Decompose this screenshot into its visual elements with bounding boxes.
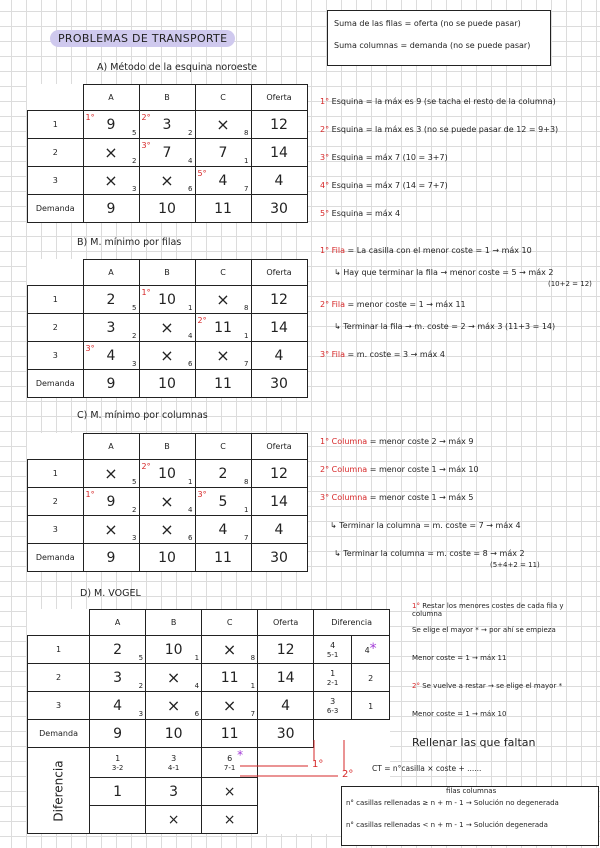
nw-notes: [320, 88, 558, 228]
col-diff: 3 4-1: [146, 748, 202, 778]
note: 5° Esquina = máx 4: [320, 209, 401, 218]
arrow-mark-1: 1°: [312, 759, 324, 770]
offer-cell: 12: [251, 286, 307, 314]
section-filas-title: B) M. mínimo por filas: [77, 237, 182, 248]
note: Menor coste = 1 → máx 10: [412, 710, 507, 718]
filas-table: [27, 259, 308, 398]
cell: 2 5: [83, 286, 139, 314]
columnas-notes: [320, 437, 540, 569]
col-header: Oferta: [251, 85, 307, 111]
demand-cell: 10: [146, 720, 202, 748]
cell: 7 1: [195, 139, 251, 167]
note: 3° Esquina = máx 7 (10 = 3+7): [320, 153, 448, 162]
offer-cell: 4: [251, 342, 307, 370]
col-header: B: [146, 610, 202, 636]
cell: × 6: [146, 692, 202, 720]
col-header: C: [195, 260, 251, 286]
row-header: 2: [28, 488, 84, 516]
vogel-arrows: [240, 740, 360, 790]
cell: × 6: [139, 516, 195, 544]
rules-box: [327, 10, 551, 66]
col-diff: 6 * 7-1: [202, 748, 258, 778]
degeneracy-box: [341, 786, 599, 846]
vogel-table: [27, 609, 390, 834]
row-diff: 2: [352, 664, 390, 692]
cell: 11 1: [202, 664, 258, 692]
ct-formula: CT = n°casilla × coste + ......: [372, 764, 482, 773]
col-header: B: [139, 434, 195, 460]
col-header: B: [139, 85, 195, 111]
section-nw-title: A) Método de la esquina noroeste: [97, 62, 258, 73]
note: 3° Columna = menor coste 1 → máx 5: [320, 493, 474, 502]
rule-columns: Suma columnas = demanda (no se puede pasar): [334, 41, 531, 50]
col-header: A: [90, 610, 146, 636]
note: ↳ Terminar la columna = m. coste = 7 → máx 4: [330, 521, 521, 530]
col-header: C: [195, 85, 251, 111]
demand-label: Demanda: [28, 370, 84, 398]
demand-cell: 11: [195, 195, 251, 223]
demand-cell: 10: [139, 370, 195, 398]
note: 2° Se vuelve a restar → se elige el mayor *: [412, 682, 563, 690]
note: 1° Esquina = la máx es 9 (se tacha el resto de la columna): [320, 97, 556, 106]
row-header: 1: [28, 636, 90, 664]
cell: 2 8: [195, 460, 251, 488]
section-columnas-title: C) M. mínimo por columnas: [77, 410, 208, 421]
col-diff: 1: [90, 778, 146, 806]
cell: 10 1: [146, 636, 202, 664]
col-header: A: [83, 434, 139, 460]
cell: 1° 10 1: [139, 286, 195, 314]
cell: × 7: [195, 342, 251, 370]
col-header: A: [83, 260, 139, 286]
demand-cell: 11: [202, 720, 258, 748]
cell: 4 7: [195, 516, 251, 544]
filas-notes: [320, 246, 592, 370]
offer-cell: 12: [251, 460, 307, 488]
note: ↳ Terminar la fila → m. coste = 2 → máx 3 (11+3 = 14): [334, 322, 556, 331]
col-header: C: [202, 610, 258, 636]
demand-total: 30: [251, 370, 307, 398]
demand-label: Demanda: [28, 720, 90, 748]
note: ↳ Terminar la columna = m. coste = 8 → máx 2: [334, 549, 525, 558]
note: ↳ Hay que terminar la fila → menor coste = 5 → máx 2: [334, 268, 554, 277]
rule-rows: Suma de las filas = oferta (no se puede pasar): [334, 19, 521, 28]
col-header: Oferta: [251, 260, 307, 286]
cell: × 4: [139, 488, 195, 516]
demand-cell: 9: [90, 720, 146, 748]
row-header: 3: [28, 516, 84, 544]
cell: × 6: [139, 342, 195, 370]
row-header: 3: [28, 167, 84, 195]
cell: × 3: [83, 167, 139, 195]
demand-cell: 10: [139, 544, 195, 572]
cell: 3° 7 4: [139, 139, 195, 167]
row-diff: 3 6-3: [314, 692, 352, 720]
cell: × 8: [195, 286, 251, 314]
row-diff: 4*: [352, 636, 390, 664]
row-header: 1: [28, 460, 84, 488]
cell: 1° 9 2: [83, 488, 139, 516]
row-header: 2: [28, 664, 90, 692]
offer-cell: 14: [251, 139, 307, 167]
row-header: 2: [28, 139, 84, 167]
cell: 3 2: [83, 314, 139, 342]
col-diff: [90, 806, 146, 834]
non-degenerate-rule: n° casillas rellenadas ≥ n + m - 1 → Solución no degenerada: [346, 799, 559, 807]
demand-label: Demanda: [28, 544, 84, 572]
offer-cell: 4: [251, 516, 307, 544]
cell: 4 3: [90, 692, 146, 720]
demand-cell: 11: [195, 544, 251, 572]
note: Rellenar las que faltan: [412, 736, 536, 749]
cell: 3 2: [90, 664, 146, 692]
offer-cell: 14: [251, 314, 307, 342]
offer-cell: 4: [258, 692, 314, 720]
col-header: Oferta: [258, 610, 314, 636]
col-diff: 3: [146, 778, 202, 806]
col-diff: ×: [202, 778, 258, 806]
note: 3° Fila = m. coste = 3 → máx 4: [320, 350, 445, 359]
row-diff: 1 2-1: [314, 664, 352, 692]
note: 1° Fila = La casilla con el menor coste = 1 → máx 10: [320, 246, 532, 255]
note: 1° Restar los menores costes de cada fila y columna: [412, 602, 564, 618]
offer-cell: 14: [251, 488, 307, 516]
cell: 1° 9 5: [83, 111, 139, 139]
note: Se elige el mayor * → por ahí se empieza: [412, 626, 556, 634]
cell: × 8: [195, 111, 251, 139]
cell: × 5: [83, 460, 139, 488]
row-header: 3: [28, 692, 90, 720]
demand-total: 30: [251, 195, 307, 223]
diff-header: Diferencia: [314, 610, 390, 636]
cell: × 4: [146, 664, 202, 692]
note: 2° Columna = menor coste 1 → máx 10: [320, 465, 479, 474]
row-header: 3: [28, 342, 84, 370]
nw-table: [27, 84, 308, 223]
sup-label: filas columnas: [446, 787, 497, 795]
cell: 2° 11 1: [195, 314, 251, 342]
cell: 2° 10 1: [139, 460, 195, 488]
offer-cell: 4: [251, 167, 307, 195]
cell: × 6: [139, 167, 195, 195]
offer-cell: 12: [251, 111, 307, 139]
col-diff: ×: [202, 806, 258, 834]
col-header: Oferta: [251, 434, 307, 460]
degenerate-rule: n° casillas rellenadas < n + m - 1 → Solución degenerada: [346, 821, 548, 829]
demand-total: 30: [251, 544, 307, 572]
arrow-mark-2: 2°: [342, 769, 354, 780]
col-diff: ×: [146, 806, 202, 834]
demand-total: 30: [258, 720, 314, 748]
note: (10+2 = 12): [548, 280, 592, 288]
cell: 3° 4 3: [83, 342, 139, 370]
cell: × 2: [83, 139, 139, 167]
columnas-table: [27, 433, 308, 572]
demand-cell: 10: [139, 195, 195, 223]
note: 1° Columna = menor coste 2 → máx 9: [320, 437, 474, 446]
note: 2° Fila = menor coste = 1 → máx 11: [320, 300, 466, 309]
vogel-notes: [412, 602, 582, 766]
note: 2° Esquina = la máx es 3 (no se puede pasar de 12 = 9+3): [320, 125, 559, 134]
offer-cell: 12: [258, 636, 314, 664]
demand-cell: 9: [83, 370, 139, 398]
cell: × 4: [139, 314, 195, 342]
cell: 3° 5 1: [195, 488, 251, 516]
col-header: B: [139, 260, 195, 286]
page-title: PROBLEMAS DE TRANSPORTE: [50, 30, 235, 47]
demand-cell: 11: [195, 370, 251, 398]
note: (5+4+2 = 11): [490, 561, 540, 569]
col-header: A: [83, 85, 139, 111]
row-header: 2: [28, 314, 84, 342]
cell: × 8: [202, 636, 258, 664]
col-diff: 1 3-2: [90, 748, 146, 778]
section-vogel-title: D) M. VOGEL: [80, 588, 141, 599]
cell: 2 5: [90, 636, 146, 664]
note: Menor coste = 1 → máx 11: [412, 654, 507, 662]
row-header: 1: [28, 286, 84, 314]
note: 4° Esquina = máx 7 (14 = 7+7): [320, 181, 448, 190]
col-header: C: [195, 434, 251, 460]
cell: 5° 4 7: [195, 167, 251, 195]
offer-cell: 14: [258, 664, 314, 692]
demand-cell: 9: [83, 544, 139, 572]
demand-label: Demanda: [28, 195, 84, 223]
col-diff-label: Diferencia: [28, 748, 90, 834]
row-header: 1: [28, 111, 84, 139]
cell: × 7: [202, 692, 258, 720]
row-diff: 1: [352, 692, 390, 720]
row-diff: 4 5-1: [314, 636, 352, 664]
cell: × 3: [83, 516, 139, 544]
demand-cell: 9: [83, 195, 139, 223]
cell: 2° 3 2: [139, 111, 195, 139]
